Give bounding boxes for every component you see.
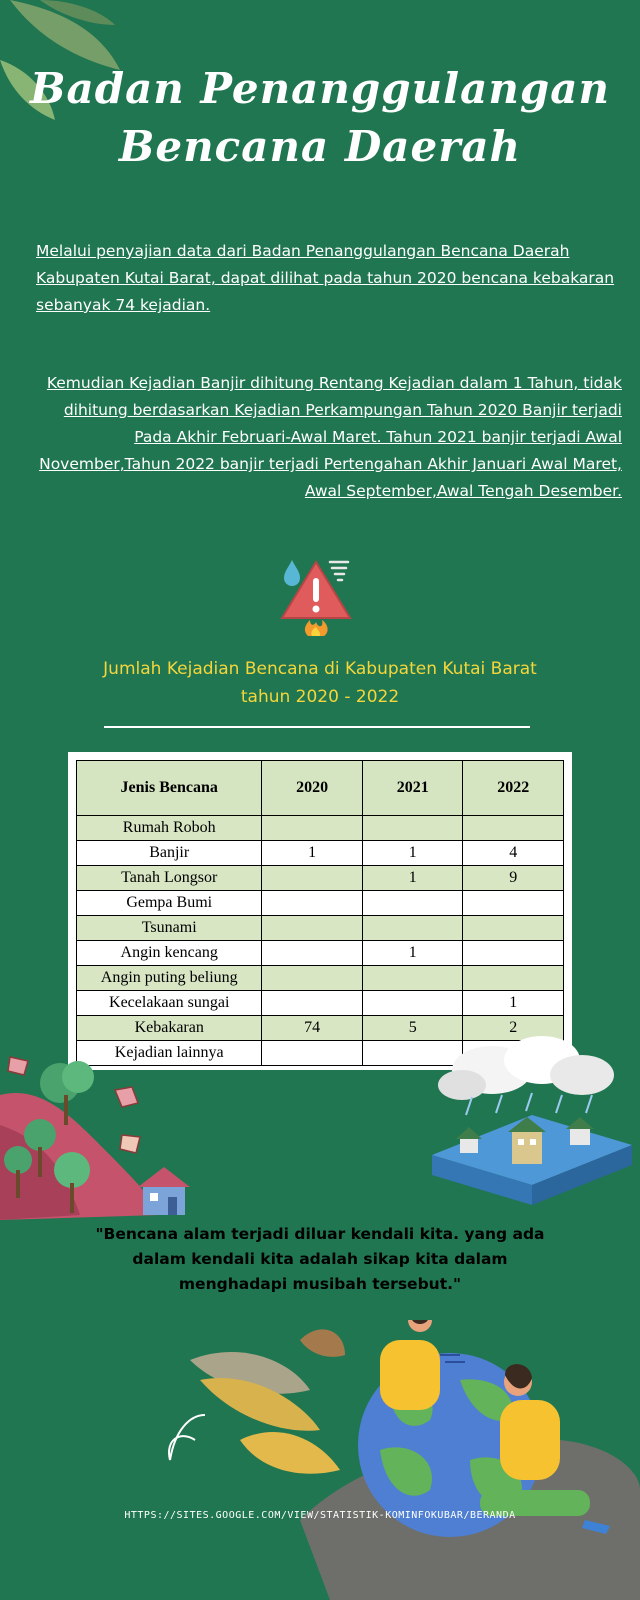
page-title [0,60,640,176]
row-label-cell: Tanah Longsor [77,866,262,891]
value-cell [262,916,363,941]
table-title [0,655,640,711]
value-cell [362,891,463,916]
row-label-cell: Gempa Bumi [77,891,262,916]
title-line-2: Bencana Daerah [118,122,522,171]
value-cell: 5 [362,1016,463,1041]
value-cell: 1 [362,866,463,891]
column-header: 2020 [262,761,363,816]
table-row [77,941,564,966]
divider [104,726,530,728]
disaster-warning-icon [278,554,354,640]
value-cell: 9 [463,866,564,891]
value-cell [362,991,463,1016]
row-label-cell: Kebakaran [77,1016,262,1041]
value-cell: 1 [362,941,463,966]
value-cell [262,991,363,1016]
row-label-cell: Kecelakaan sungai [77,991,262,1016]
value-cell [362,966,463,991]
value-cell [262,1041,363,1066]
value-cell [262,866,363,891]
disaster-table [76,760,564,1066]
disaster-table-card [68,752,572,1070]
value-cell: 1 [463,991,564,1016]
quote-line-3: menghadapi musibah tersebut." [178,1275,462,1293]
row-label-cell: Angin puting beliung [77,966,262,991]
column-header: 2021 [362,761,463,816]
row-label-cell: Kejadian lainnya [77,1041,262,1066]
table-row [77,991,564,1016]
value-cell: 1 [362,841,463,866]
value-cell [262,816,363,841]
table-row [77,916,564,941]
table-header-row [77,761,564,816]
quote [70,1222,570,1297]
quote-line-2: dalam kendali kita adalah sikap kita dalam [132,1250,508,1268]
value-cell [362,816,463,841]
source-url: HTTPS://SITES.GOOGLE.COM/VIEW/STATISTIK-KOMINFOKUBAR/BERANDA [124,1510,516,1521]
table-title-line-2: tahun 2020 - 2022 [240,687,400,707]
value-cell [463,916,564,941]
flood-illustration [432,1035,632,1205]
table-row [77,891,564,916]
table-row [77,966,564,991]
row-label-cell: Rumah Roboh [77,816,262,841]
value-cell [262,966,363,991]
value-cell [362,916,463,941]
value-cell [463,966,564,991]
earth-people-illustration [0,1320,640,1600]
column-header: Jenis Bencana [77,761,262,816]
row-label-cell: Angin kencang [77,941,262,966]
column-header: 2022 [463,761,564,816]
value-cell [463,941,564,966]
table-row [77,866,564,891]
value-cell: 74 [262,1016,363,1041]
value-cell: 2 [463,1016,564,1041]
table-row [77,841,564,866]
value-cell: 1 [262,841,363,866]
value-cell [463,816,564,841]
intro-paragraph-2: Kemudian Kejadian Banjir dihitung Rentang Kejadian dalam 1 Tahun, tidak dihitung berdasarkan Kejadian Perkampungan Tahun 2020 Banjir terjadi Pada Akhir Februari-Awal Maret. Tahun 2021 banjir terjadi Awal November,Tahun 2022 banjir terjadi Pertengahan Akhir Januari Awal Maret, Awal September,Awal Tengah Desember. [39,374,622,500]
table-row [77,816,564,841]
landslide-illustration [0,1055,200,1220]
table-title-line-1: Jumlah Kejadian Bencana di Kabupaten Kutai Barat [103,659,537,679]
intro-paragraph-1: Melalui penyajian data dari Badan Penanggulangan Bencana Daerah Kabupaten Kutai Barat, dapat dilihat pada tahun 2020 bencana kebakaran sebanyak 74 kejadian. [36,242,615,314]
quote-line-1: "Bencana alam terjadi diluar kendali kita. yang ada [95,1225,545,1243]
value-cell [262,891,363,916]
value-cell: 4 [463,841,564,866]
value-cell [463,891,564,916]
row-label-cell: Tsunami [77,916,262,941]
title-line-1: Badan Penanggulangan [29,64,610,113]
value-cell [262,941,363,966]
row-label-cell: Banjir [77,841,262,866]
